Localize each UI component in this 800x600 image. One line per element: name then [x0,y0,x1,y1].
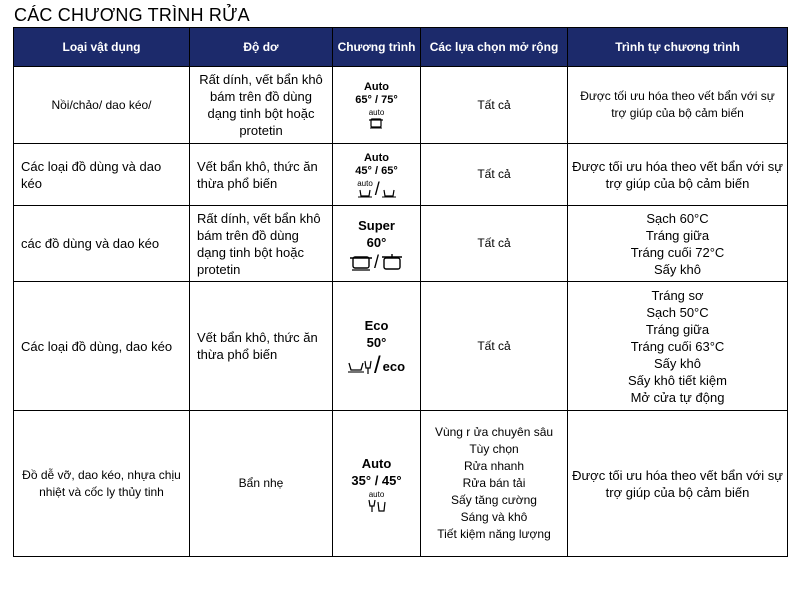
slash-separator: / [374,178,380,199]
slash-separator: / [373,352,381,379]
soil-cell: Bẩn nhẹ [190,411,333,557]
dish-glass-icon [348,359,372,375]
header-options: Các lựa chọn mở rộng [421,28,568,67]
table-row [14,144,788,206]
sequence-step: Tráng cuối 72°C [630,244,725,260]
auto-glass-icon: auto [368,491,386,513]
option-item: Sáng và khô [460,510,528,524]
table-row [14,206,788,282]
sequence-cell: Được tối ưu hóa theo vết bẩn với sự trợ giúp của bộ cảm biến [568,144,788,206]
dish-icon [382,188,396,198]
slash-separator: / [373,251,379,272]
auto-dish-icon: auto [357,180,373,198]
soil-cell: Rất dính, vết bẩn khô bám trên đồ dùng dạng tinh bột hoặc protetin [190,67,333,144]
sequence-step: Sấy khô [654,355,701,371]
program-name: Super [358,217,395,233]
table-row [14,67,788,144]
item-type-cell: Các loại đồ dùng, dao kéo [14,282,190,411]
item-type-cell: Đồ dễ vỡ, dao kéo, nhựa chịu nhiệt và cốc ly thủy tinh [14,411,190,557]
sequence-step: Tráng sơ [651,287,704,303]
soil-cell: Vết bẩn khô, thức ăn thừa phổ biến [190,282,333,411]
program-cell [333,67,421,144]
item-type-cell: Nồi/chảo/ dao kéo/ [14,67,190,144]
sequence-cell [568,206,788,282]
pot-lid-icon [381,253,403,271]
options-cell: Tất cả [421,67,568,144]
program-name: Auto [361,455,392,471]
options-cell: Tất cả [421,282,568,411]
options-cell: Tất cả [421,144,568,206]
soil-cell: Rất dính, vết bẩn khô bám trên đồ dùng dạng tinh bột hoặc protetin [190,206,333,282]
option-item: Tùy chọn [469,442,519,456]
sequence-cell [568,282,788,411]
program-temp: 50° [366,335,387,350]
auto-pot-icon: auto [369,109,385,129]
sequence-step: Sấy khô tiết kiệm [628,372,727,388]
wash-programs-table [13,27,788,557]
program-temp: 45° / 65° [355,164,398,177]
item-type-cell: các đồ dùng và dao kéo [14,206,190,282]
sequence-step: Sạch 60°C [646,210,709,226]
sequence-step: Tráng giữa [645,227,710,243]
program-temp: 35° / 45° [351,472,402,488]
sequence-step: Mở cửa tự động [630,389,725,405]
program-cell [333,144,421,206]
option-item: Vùng r ửa chuyên sâu [434,425,554,439]
sequence-cell: Được tối ưu hóa theo vết bẩn với sự trợ giúp của bộ cảm biến [568,67,788,144]
sequence-step: Sạch 50°C [646,304,709,320]
sequence-step: Tráng cuối 63°C [630,338,725,354]
table-header-row [14,28,788,67]
options-cell [421,411,568,557]
soil-cell: Vết bẩn khô, thức ăn thừa phổ biến [190,144,333,206]
header-sequence: Trình tự chương trình [568,28,788,67]
option-item: Tiết kiệm năng lượng [437,527,551,541]
program-name: Auto [363,151,390,164]
table-row [14,411,788,557]
program-cell [333,206,421,282]
program-cell [333,411,421,557]
program-name: Auto [363,81,390,93]
header-item-type: Loại vật dụng [14,28,190,67]
page-title: CÁC CHƯƠNG TRÌNH RỬA [14,5,250,25]
program-temp: 65° / 75° [355,94,398,106]
sequence-step: Tráng giữa [645,321,710,337]
program-name: Eco [364,318,389,333]
option-item: Rửa nhanh [463,459,525,473]
option-item: Sấy tăng cường [451,493,537,507]
sequence-cell: Được tối ưu hóa theo vết bẩn với sự trợ giúp của bộ cảm biến [568,411,788,557]
item-type-cell: Các loại đồ dùng và dao kéo [14,144,190,206]
header-soil-level: Độ dơ [190,28,333,67]
program-cell [333,282,421,411]
table-row [14,282,788,411]
eco-icon: eco [382,359,406,374]
pot-icon [350,253,372,271]
header-program: Chương trình [333,28,421,67]
program-temp: 60° [366,234,387,250]
option-item: Rửa bán tải [462,476,526,490]
options-cell: Tất cả [421,206,568,282]
sequence-step: Sấy khô [654,261,701,277]
